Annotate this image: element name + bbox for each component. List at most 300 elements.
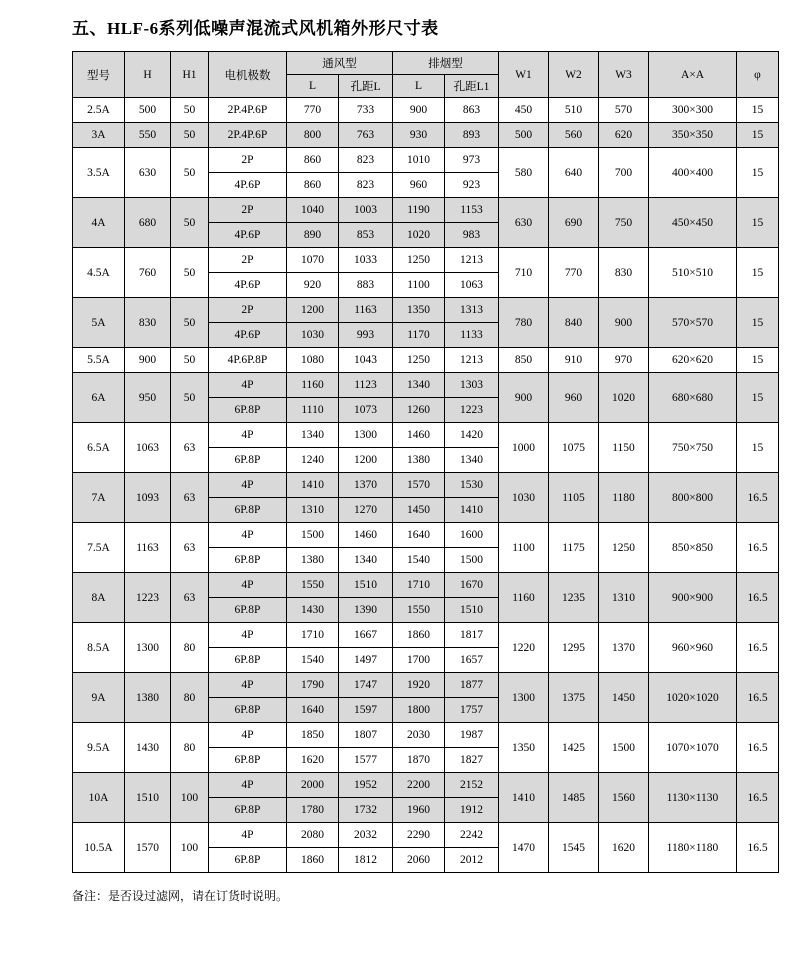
cell-pole: 6P.8P [209,698,287,723]
cell-pole: 4P [209,523,287,548]
cell-vent-hole: 1807 [339,723,393,748]
cell-pole: 4P [209,773,287,798]
cell-vent-l: 770 [287,98,339,123]
cell-smoke-hole: 923 [445,173,499,198]
col-group-header-ventilation: 通风型 [287,52,393,75]
cell-vent-hole: 1163 [339,298,393,323]
cell-model: 10.5A [73,823,125,873]
cell-axa: 750×750 [649,423,737,473]
cell-pole: 4P.6P.8P [209,348,287,373]
cell-pole: 4P.6P [209,173,287,198]
cell-w3: 1500 [599,723,649,773]
cell-vent-hole: 1597 [339,698,393,723]
cell-w1: 780 [499,298,549,348]
cell-vent-hole: 1812 [339,848,393,873]
cell-axa: 960×960 [649,623,737,673]
cell-h: 950 [125,373,171,423]
cell-smoke-l: 2200 [393,773,445,798]
cell-phi: 16.5 [737,723,779,773]
footer-note: 备注：是否设过滤网，请在订货时说明。 [72,889,289,903]
cell-smoke-l: 930 [393,123,445,148]
cell-smoke-hole: 1817 [445,623,499,648]
cell-vent-hole: 1123 [339,373,393,398]
cell-axa: 1020×1020 [649,673,737,723]
cell-h: 900 [125,348,171,373]
cell-axa: 300×300 [649,98,737,123]
cell-pole: 6P.8P [209,748,287,773]
cell-vent-l: 800 [287,123,339,148]
table-row [73,123,779,148]
cell-smoke-hole: 1530 [445,473,499,498]
cell-smoke-l: 2290 [393,823,445,848]
cell-h1: 100 [171,773,209,823]
cell-smoke-hole: 2152 [445,773,499,798]
cell-pole: 6P.8P [209,598,287,623]
col-header-smoke-l: L [393,75,445,98]
cell-w2: 1545 [549,823,599,873]
cell-model: 5A [73,298,125,348]
cell-w3: 700 [599,148,649,198]
cell-vent-hole: 1460 [339,523,393,548]
cell-w1: 500 [499,123,549,148]
cell-axa: 900×900 [649,573,737,623]
cell-vent-hole: 1667 [339,623,393,648]
cell-vent-l: 2080 [287,823,339,848]
cell-pole: 2P [209,248,287,273]
cell-vent-l: 1240 [287,448,339,473]
cell-w3: 830 [599,248,649,298]
cell-model: 4.5A [73,248,125,298]
cell-smoke-hole: 1410 [445,498,499,523]
cell-phi: 15 [737,98,779,123]
cell-axa: 510×510 [649,248,737,298]
cell-phi: 16.5 [737,823,779,873]
cell-smoke-hole: 2012 [445,848,499,873]
cell-vent-l: 1430 [287,598,339,623]
cell-model: 9A [73,673,125,723]
cell-smoke-l: 1010 [393,148,445,173]
cell-pole: 4P [209,623,287,648]
cell-w3: 1620 [599,823,649,873]
cell-smoke-l: 1460 [393,423,445,448]
cell-pole: 2P [209,298,287,323]
cell-pole: 6P.8P [209,648,287,673]
cell-w3: 570 [599,98,649,123]
cell-h: 1063 [125,423,171,473]
cell-h1: 50 [171,348,209,373]
cell-phi: 15 [737,248,779,298]
table-row [73,623,779,648]
cell-w3: 970 [599,348,649,373]
cell-pole: 2P.4P.6P [209,123,287,148]
cell-pole: 6P.8P [209,448,287,473]
cell-vent-l: 1110 [287,398,339,423]
cell-h1: 50 [171,123,209,148]
cell-vent-l: 1620 [287,748,339,773]
cell-h1: 50 [171,148,209,198]
cell-vent-l: 1500 [287,523,339,548]
cell-w1: 1100 [499,523,549,573]
cell-h1: 50 [171,373,209,423]
cell-smoke-hole: 1500 [445,548,499,573]
cell-phi: 16.5 [737,573,779,623]
cell-w2: 1075 [549,423,599,473]
page-title: 五、HLF-6系列低噪声混流式风机箱外形尺寸表 [72,19,439,38]
cell-model: 6A [73,373,125,423]
cell-vent-hole: 1497 [339,648,393,673]
cell-phi: 15 [737,148,779,198]
cell-w1: 1030 [499,473,549,523]
cell-w3: 1180 [599,473,649,523]
cell-model: 7.5A [73,523,125,573]
cell-h: 1510 [125,773,171,823]
cell-pole: 4P [209,573,287,598]
cell-smoke-l: 1870 [393,748,445,773]
cell-w1: 450 [499,98,549,123]
cell-smoke-hole: 1133 [445,323,499,348]
cell-w3: 1150 [599,423,649,473]
cell-vent-l: 860 [287,148,339,173]
cell-w3: 1560 [599,773,649,823]
col-header-h: H [125,52,171,98]
table-row [73,473,779,498]
cell-h1: 63 [171,473,209,523]
cell-smoke-l: 1920 [393,673,445,698]
cell-w2: 840 [549,298,599,348]
cell-smoke-hole: 1510 [445,598,499,623]
table-row [73,98,779,123]
table-row [73,373,779,398]
cell-h1: 50 [171,198,209,248]
cell-model: 3.5A [73,148,125,198]
cell-smoke-l: 1340 [393,373,445,398]
table-row [73,523,779,548]
cell-smoke-hole: 1827 [445,748,499,773]
cell-smoke-l: 1860 [393,623,445,648]
cell-vent-hole: 1003 [339,198,393,223]
cell-pole: 4P.6P [209,273,287,298]
cell-h1: 100 [171,823,209,873]
cell-vent-hole: 853 [339,223,393,248]
table-row [73,148,779,173]
cell-h: 1093 [125,473,171,523]
cell-vent-l: 1710 [287,623,339,648]
cell-vent-hole: 823 [339,148,393,173]
cell-vent-l: 1080 [287,348,339,373]
cell-w2: 1295 [549,623,599,673]
dimension-spec-table [72,51,779,873]
cell-h1: 80 [171,723,209,773]
cell-smoke-l: 2060 [393,848,445,873]
table-row [73,773,779,798]
cell-vent-hole: 1747 [339,673,393,698]
cell-vent-hole: 1952 [339,773,393,798]
cell-vent-l: 1860 [287,848,339,873]
cell-pole: 6P.8P [209,798,287,823]
cell-w3: 1370 [599,623,649,673]
cell-h: 500 [125,98,171,123]
cell-h1: 80 [171,623,209,673]
cell-h1: 80 [171,673,209,723]
cell-smoke-hole: 1313 [445,298,499,323]
cell-w2: 640 [549,148,599,198]
cell-w2: 770 [549,248,599,298]
cell-pole: 6P.8P [209,498,287,523]
cell-smoke-l: 1350 [393,298,445,323]
cell-vent-hole: 883 [339,273,393,298]
cell-pole: 2P.4P.6P [209,98,287,123]
cell-w2: 1235 [549,573,599,623]
cell-smoke-hole: 1420 [445,423,499,448]
cell-axa: 850×850 [649,523,737,573]
cell-h: 1380 [125,673,171,723]
cell-smoke-hole: 1987 [445,723,499,748]
cell-pole: 2P [209,198,287,223]
cell-vent-hole: 733 [339,98,393,123]
cell-smoke-l: 1960 [393,798,445,823]
cell-phi: 15 [737,423,779,473]
cell-vent-hole: 763 [339,123,393,148]
cell-smoke-hole: 1223 [445,398,499,423]
cell-vent-l: 1540 [287,648,339,673]
spec-table-container [72,51,768,873]
col-header-w3: W3 [599,52,649,98]
cell-w2: 910 [549,348,599,373]
cell-phi: 16.5 [737,523,779,573]
cell-smoke-l: 1540 [393,548,445,573]
cell-w3: 1450 [599,673,649,723]
cell-w2: 690 [549,198,599,248]
cell-smoke-hole: 1153 [445,198,499,223]
cell-w1: 580 [499,148,549,198]
cell-w3: 1250 [599,523,649,573]
cell-vent-hole: 993 [339,323,393,348]
col-header-pole: 电机极数 [209,52,287,98]
cell-smoke-l: 1710 [393,573,445,598]
cell-smoke-l: 1550 [393,598,445,623]
cell-vent-hole: 1200 [339,448,393,473]
table-header-row-1 [73,52,779,75]
cell-vent-hole: 1732 [339,798,393,823]
cell-axa: 400×400 [649,148,737,198]
cell-phi: 16.5 [737,473,779,523]
cell-smoke-hole: 1063 [445,273,499,298]
cell-pole: 6P.8P [209,848,287,873]
cell-pole: 4P [209,423,287,448]
table-row [73,423,779,448]
cell-model: 9.5A [73,723,125,773]
cell-vent-hole: 1577 [339,748,393,773]
cell-vent-l: 860 [287,173,339,198]
cell-phi: 15 [737,348,779,373]
cell-w1: 900 [499,373,549,423]
cell-w3: 620 [599,123,649,148]
cell-model: 5.5A [73,348,125,373]
cell-smoke-l: 1570 [393,473,445,498]
cell-w1: 1300 [499,673,549,723]
cell-smoke-l: 1250 [393,248,445,273]
cell-axa: 800×800 [649,473,737,523]
cell-axa: 1130×1130 [649,773,737,823]
cell-h: 1570 [125,823,171,873]
cell-vent-hole: 1370 [339,473,393,498]
cell-smoke-hole: 1213 [445,248,499,273]
cell-model: 4A [73,198,125,248]
cell-w3: 900 [599,298,649,348]
cell-w1: 1470 [499,823,549,873]
cell-pole: 4P.6P [209,223,287,248]
cell-pole: 4P [209,823,287,848]
cell-h: 1223 [125,573,171,623]
cell-phi: 15 [737,198,779,248]
cell-h: 760 [125,248,171,298]
cell-h1: 63 [171,523,209,573]
cell-vent-l: 890 [287,223,339,248]
table-row [73,823,779,848]
cell-h1: 50 [171,298,209,348]
col-header-phi: φ [737,52,779,98]
cell-vent-hole: 1340 [339,548,393,573]
cell-model: 10A [73,773,125,823]
cell-smoke-hole: 1912 [445,798,499,823]
cell-pole: 4P.6P [209,323,287,348]
cell-h1: 50 [171,98,209,123]
cell-model: 8.5A [73,623,125,673]
cell-vent-l: 1200 [287,298,339,323]
cell-vent-hole: 1510 [339,573,393,598]
cell-vent-l: 1040 [287,198,339,223]
cell-w3: 1310 [599,573,649,623]
cell-smoke-hole: 863 [445,98,499,123]
cell-h1: 63 [171,423,209,473]
cell-w1: 710 [499,248,549,298]
cell-axa: 620×620 [649,348,737,373]
col-header-vent-l: L [287,75,339,98]
col-header-vent-hole: 孔距L [339,75,393,98]
cell-w2: 1485 [549,773,599,823]
cell-smoke-l: 1170 [393,323,445,348]
cell-vent-l: 1340 [287,423,339,448]
cell-pole: 6P.8P [209,398,287,423]
cell-w1: 1220 [499,623,549,673]
cell-w1: 850 [499,348,549,373]
cell-vent-l: 1160 [287,373,339,398]
cell-h: 630 [125,148,171,198]
cell-vent-l: 1070 [287,248,339,273]
cell-smoke-l: 1100 [393,273,445,298]
cell-smoke-l: 2030 [393,723,445,748]
cell-w3: 750 [599,198,649,248]
cell-smoke-hole: 1757 [445,698,499,723]
table-row [73,573,779,598]
cell-smoke-l: 1640 [393,523,445,548]
cell-w2: 560 [549,123,599,148]
cell-vent-hole: 1390 [339,598,393,623]
cell-smoke-l: 900 [393,98,445,123]
cell-model: 2.5A [73,98,125,123]
cell-phi: 15 [737,298,779,348]
cell-smoke-l: 960 [393,173,445,198]
cell-smoke-hole: 1213 [445,348,499,373]
cell-smoke-hole: 1340 [445,448,499,473]
cell-smoke-hole: 1670 [445,573,499,598]
cell-axa: 450×450 [649,198,737,248]
cell-smoke-l: 1450 [393,498,445,523]
table-body [73,98,779,873]
cell-vent-l: 2000 [287,773,339,798]
col-header-smoke-hole: 孔距L1 [445,75,499,98]
cell-vent-hole: 2032 [339,823,393,848]
col-header-axa: A×A [649,52,737,98]
cell-vent-l: 1790 [287,673,339,698]
cell-w1: 1350 [499,723,549,773]
cell-vent-l: 1550 [287,573,339,598]
cell-pole: 4P [209,723,287,748]
cell-smoke-hole: 893 [445,123,499,148]
cell-h: 1300 [125,623,171,673]
cell-vent-l: 920 [287,273,339,298]
cell-w1: 1000 [499,423,549,473]
cell-smoke-hole: 1877 [445,673,499,698]
table-row [73,298,779,323]
table-row [73,673,779,698]
cell-smoke-l: 1700 [393,648,445,673]
cell-h: 1430 [125,723,171,773]
cell-smoke-hole: 1303 [445,373,499,398]
cell-smoke-hole: 973 [445,148,499,173]
cell-h: 680 [125,198,171,248]
cell-vent-l: 1380 [287,548,339,573]
cell-w1: 1410 [499,773,549,823]
cell-w1: 630 [499,198,549,248]
table-row [73,198,779,223]
table-row [73,248,779,273]
cell-h: 830 [125,298,171,348]
cell-w2: 510 [549,98,599,123]
cell-w1: 1160 [499,573,549,623]
cell-pole: 4P [209,473,287,498]
cell-w2: 1105 [549,473,599,523]
cell-axa: 1070×1070 [649,723,737,773]
cell-smoke-l: 1260 [393,398,445,423]
cell-vent-l: 1410 [287,473,339,498]
cell-h: 550 [125,123,171,148]
cell-w2: 960 [549,373,599,423]
cell-model: 8A [73,573,125,623]
cell-w2: 1175 [549,523,599,573]
cell-model: 3A [73,123,125,148]
cell-smoke-l: 1380 [393,448,445,473]
cell-smoke-hole: 2242 [445,823,499,848]
table-row [73,723,779,748]
cell-vent-l: 1640 [287,698,339,723]
cell-vent-hole: 1300 [339,423,393,448]
cell-smoke-l: 1250 [393,348,445,373]
table-header [73,52,779,98]
cell-h: 1163 [125,523,171,573]
cell-vent-hole: 823 [339,173,393,198]
cell-w3: 1020 [599,373,649,423]
col-header-w1: W1 [499,52,549,98]
cell-model: 7A [73,473,125,523]
cell-h1: 63 [171,573,209,623]
cell-smoke-l: 1800 [393,698,445,723]
cell-h1: 50 [171,248,209,298]
cell-w2: 1375 [549,673,599,723]
cell-smoke-hole: 1657 [445,648,499,673]
cell-phi: 15 [737,123,779,148]
cell-smoke-l: 1190 [393,198,445,223]
